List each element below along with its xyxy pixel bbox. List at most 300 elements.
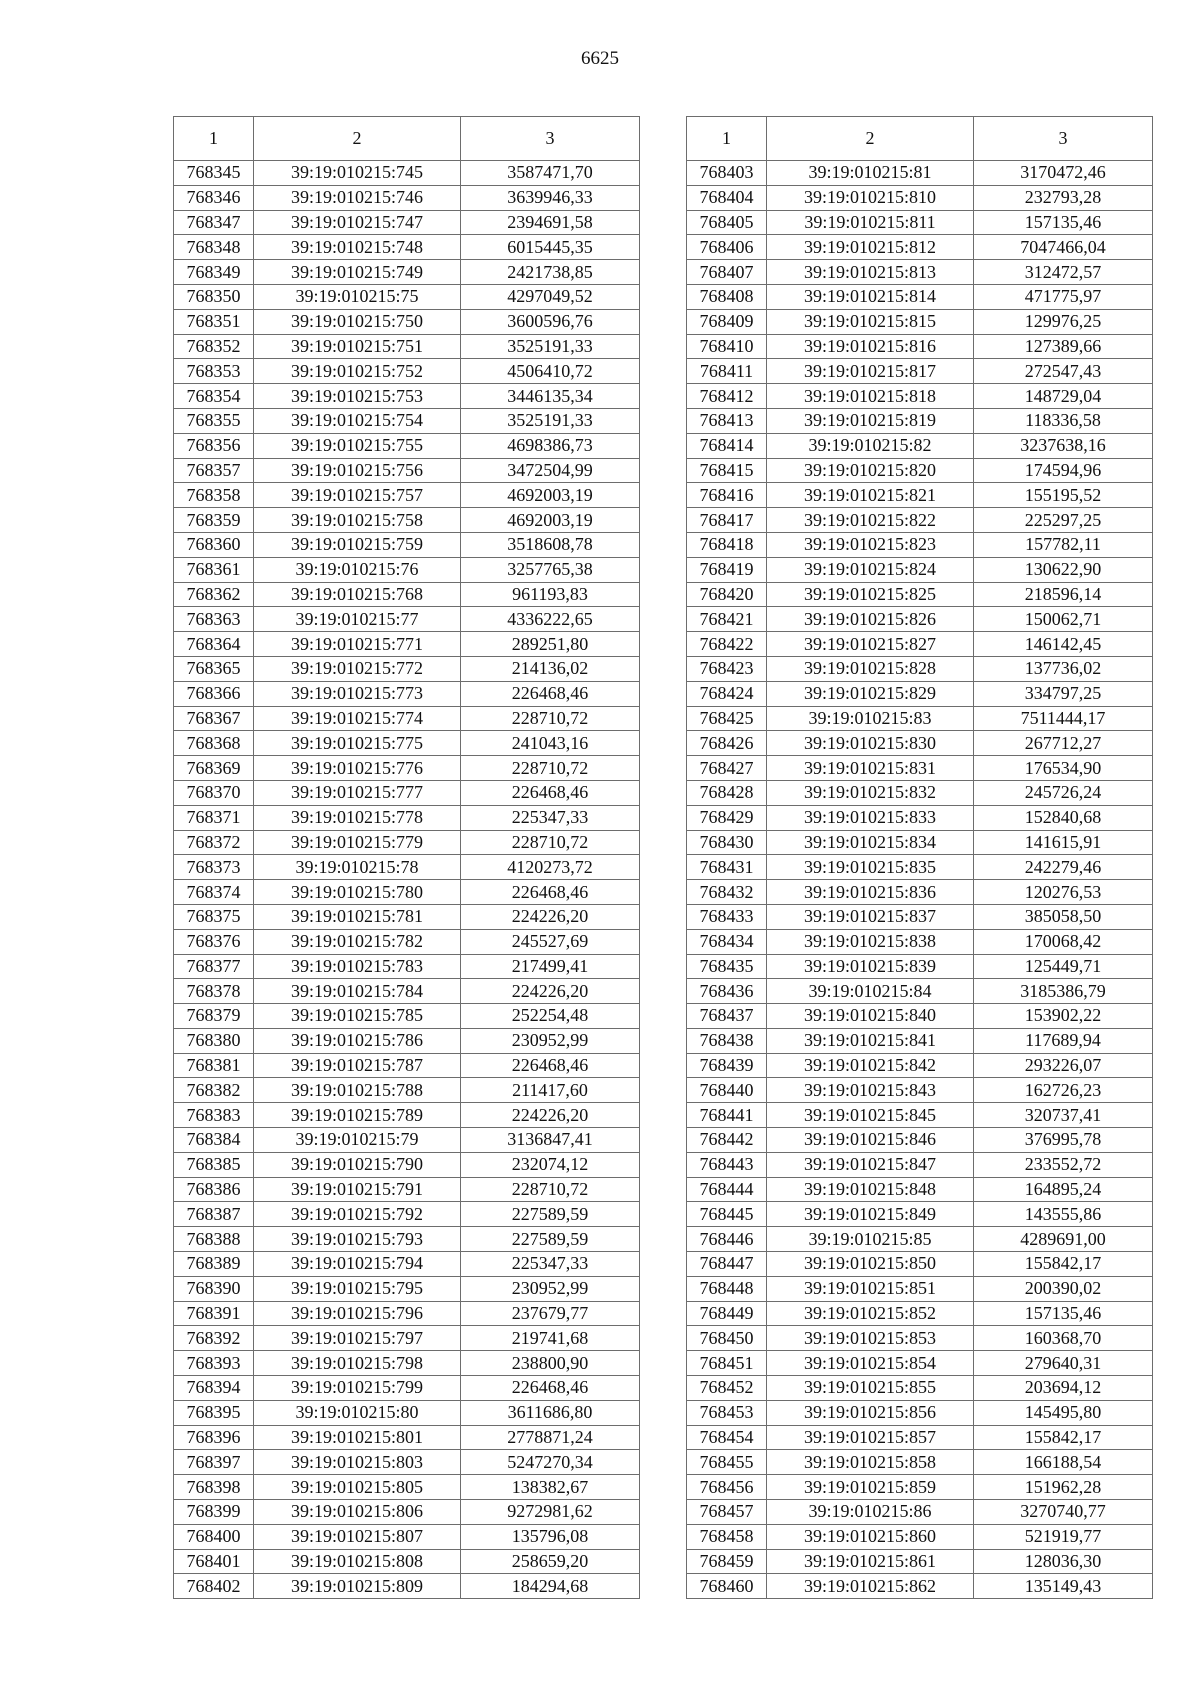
row-number-cell: 768403 xyxy=(687,161,767,186)
column-header-1: 1 xyxy=(174,117,254,161)
cadastral-number-cell: 39:19:010215:832 xyxy=(767,780,974,805)
value-cell: 153902,22 xyxy=(974,1004,1153,1029)
row-number-cell: 768393 xyxy=(174,1351,254,1376)
row-number-cell: 768389 xyxy=(174,1252,254,1277)
value-cell: 3611686,80 xyxy=(461,1400,640,1425)
value-cell: 146142,45 xyxy=(974,632,1153,657)
cadastral-number-cell: 39:19:010215:828 xyxy=(767,656,974,681)
cadastral-number-cell: 39:19:010215:786 xyxy=(254,1028,461,1053)
cadastral-number-cell: 39:19:010215:756 xyxy=(254,458,461,483)
table-row xyxy=(174,706,640,731)
row-number-cell: 768419 xyxy=(687,557,767,582)
table-row xyxy=(174,384,640,409)
value-cell: 217499,41 xyxy=(461,954,640,979)
table-row xyxy=(174,557,640,582)
table-row xyxy=(687,408,1153,433)
cadastral-number-cell: 39:19:010215:842 xyxy=(767,1053,974,1078)
value-cell: 137736,02 xyxy=(974,656,1153,681)
table-row xyxy=(174,235,640,260)
row-number-cell: 768428 xyxy=(687,780,767,805)
value-cell: 230952,99 xyxy=(461,1028,640,1053)
table-row xyxy=(174,1202,640,1227)
row-number-cell: 768364 xyxy=(174,632,254,657)
table-row xyxy=(174,1351,640,1376)
table-row xyxy=(174,1053,640,1078)
column-header-2: 2 xyxy=(767,117,974,161)
cadastral-number-cell: 39:19:010215:824 xyxy=(767,557,974,582)
value-cell: 135796,08 xyxy=(461,1524,640,1549)
table-row xyxy=(687,1227,1153,1252)
cadastral-number-cell: 39:19:010215:747 xyxy=(254,210,461,235)
table-row xyxy=(687,904,1153,929)
table-row xyxy=(174,880,640,905)
value-cell: 238800,90 xyxy=(461,1351,640,1376)
value-cell: 225297,25 xyxy=(974,508,1153,533)
row-number-cell: 768349 xyxy=(174,260,254,285)
value-cell: 176534,90 xyxy=(974,756,1153,781)
row-number-cell: 768413 xyxy=(687,408,767,433)
row-number-cell: 768406 xyxy=(687,235,767,260)
row-number-cell: 768407 xyxy=(687,260,767,285)
cadastral-number-cell: 39:19:010215:815 xyxy=(767,309,974,334)
value-cell: 289251,80 xyxy=(461,632,640,657)
row-number-cell: 768387 xyxy=(174,1202,254,1227)
table-row xyxy=(687,210,1153,235)
cadastral-number-cell: 39:19:010215:818 xyxy=(767,384,974,409)
cadastral-number-cell: 39:19:010215:773 xyxy=(254,681,461,706)
cadastral-number-cell: 39:19:010215:814 xyxy=(767,284,974,309)
table-row xyxy=(687,359,1153,384)
value-cell: 4289691,00 xyxy=(974,1227,1153,1252)
row-number-cell: 768360 xyxy=(174,532,254,557)
table-row xyxy=(174,1450,640,1475)
cadastral-number-cell: 39:19:010215:746 xyxy=(254,185,461,210)
value-cell: 245726,24 xyxy=(974,780,1153,805)
cadastral-number-cell: 39:19:010215:851 xyxy=(767,1276,974,1301)
table-row xyxy=(174,210,640,235)
value-cell: 152840,68 xyxy=(974,805,1153,830)
cadastral-number-cell: 39:19:010215:794 xyxy=(254,1252,461,1277)
row-number-cell: 768351 xyxy=(174,309,254,334)
row-number-cell: 768408 xyxy=(687,284,767,309)
value-cell: 228710,72 xyxy=(461,1177,640,1202)
cadastral-number-cell: 39:19:010215:836 xyxy=(767,880,974,905)
table-row xyxy=(687,1202,1153,1227)
table-row xyxy=(174,1425,640,1450)
row-number-cell: 768350 xyxy=(174,284,254,309)
cadastral-number-cell: 39:19:010215:798 xyxy=(254,1351,461,1376)
value-cell: 241043,16 xyxy=(461,731,640,756)
table-row xyxy=(174,161,640,186)
value-cell: 141615,91 xyxy=(974,830,1153,855)
cadastral-number-cell: 39:19:010215:843 xyxy=(767,1078,974,1103)
table-row xyxy=(174,408,640,433)
cadastral-number-cell: 39:19:010215:772 xyxy=(254,656,461,681)
cadastral-number-cell: 39:19:010215:784 xyxy=(254,979,461,1004)
value-cell: 148729,04 xyxy=(974,384,1153,409)
row-number-cell: 768454 xyxy=(687,1425,767,1450)
table-row xyxy=(174,260,640,285)
table-row xyxy=(687,1450,1153,1475)
cadastral-number-cell: 39:19:010215:748 xyxy=(254,235,461,260)
table-row xyxy=(687,334,1153,359)
cadastral-number-cell: 39:19:010215:826 xyxy=(767,607,974,632)
registry-table-right xyxy=(686,116,1153,1599)
table-row xyxy=(174,309,640,334)
table-header-row xyxy=(174,117,640,161)
cadastral-number-cell: 39:19:010215:825 xyxy=(767,582,974,607)
row-number-cell: 768417 xyxy=(687,508,767,533)
row-number-cell: 768397 xyxy=(174,1450,254,1475)
row-number-cell: 768405 xyxy=(687,210,767,235)
row-number-cell: 768361 xyxy=(174,557,254,582)
table-row xyxy=(687,929,1153,954)
cadastral-number-cell: 39:19:010215:799 xyxy=(254,1376,461,1401)
cadastral-number-cell: 39:19:010215:791 xyxy=(254,1177,461,1202)
value-cell: 224226,20 xyxy=(461,1103,640,1128)
value-cell: 4698386,73 xyxy=(461,433,640,458)
row-number-cell: 768409 xyxy=(687,309,767,334)
row-number-cell: 768386 xyxy=(174,1177,254,1202)
table-row xyxy=(687,1351,1153,1376)
registry-table-left xyxy=(173,116,640,1599)
value-cell: 155842,17 xyxy=(974,1252,1153,1277)
value-cell: 143555,86 xyxy=(974,1202,1153,1227)
row-number-cell: 768426 xyxy=(687,731,767,756)
value-cell: 230952,99 xyxy=(461,1276,640,1301)
cadastral-number-cell: 39:19:010215:837 xyxy=(767,904,974,929)
value-cell: 3237638,16 xyxy=(974,433,1153,458)
row-number-cell: 768376 xyxy=(174,929,254,954)
row-number-cell: 768388 xyxy=(174,1227,254,1252)
row-number-cell: 768414 xyxy=(687,433,767,458)
value-cell: 227589,59 xyxy=(461,1227,640,1252)
value-cell: 226468,46 xyxy=(461,780,640,805)
table-row xyxy=(174,855,640,880)
row-number-cell: 768442 xyxy=(687,1128,767,1153)
value-cell: 237679,77 xyxy=(461,1301,640,1326)
table-row xyxy=(174,805,640,830)
cadastral-number-cell: 39:19:010215:831 xyxy=(767,756,974,781)
table-row xyxy=(687,979,1153,1004)
table-row xyxy=(687,731,1153,756)
value-cell: 961193,83 xyxy=(461,582,640,607)
cadastral-number-cell: 39:19:010215:781 xyxy=(254,904,461,929)
value-cell: 4692003,19 xyxy=(461,483,640,508)
row-number-cell: 768366 xyxy=(174,681,254,706)
table-row xyxy=(687,161,1153,186)
value-cell: 218596,14 xyxy=(974,582,1153,607)
table-row xyxy=(687,1524,1153,1549)
value-cell: 232793,28 xyxy=(974,185,1153,210)
table-row xyxy=(687,1004,1153,1029)
row-number-cell: 768369 xyxy=(174,756,254,781)
cadastral-number-cell: 39:19:010215:785 xyxy=(254,1004,461,1029)
table-row xyxy=(174,1376,640,1401)
cadastral-number-cell: 39:19:010215:848 xyxy=(767,1177,974,1202)
cadastral-number-cell: 39:19:010215:76 xyxy=(254,557,461,582)
row-number-cell: 768354 xyxy=(174,384,254,409)
cadastral-number-cell: 39:19:010215:858 xyxy=(767,1450,974,1475)
table-row xyxy=(687,880,1153,905)
value-cell: 471775,97 xyxy=(974,284,1153,309)
row-number-cell: 768431 xyxy=(687,855,767,880)
value-cell: 157782,11 xyxy=(974,532,1153,557)
cadastral-number-cell: 39:19:010215:755 xyxy=(254,433,461,458)
table-row xyxy=(174,1301,640,1326)
table-row xyxy=(687,532,1153,557)
table-row xyxy=(174,284,640,309)
row-number-cell: 768358 xyxy=(174,483,254,508)
row-number-cell: 768402 xyxy=(174,1574,254,1599)
value-cell: 232074,12 xyxy=(461,1152,640,1177)
cadastral-number-cell: 39:19:010215:751 xyxy=(254,334,461,359)
row-number-cell: 768377 xyxy=(174,954,254,979)
value-cell: 150062,71 xyxy=(974,607,1153,632)
value-cell: 127389,66 xyxy=(974,334,1153,359)
cadastral-number-cell: 39:19:010215:856 xyxy=(767,1400,974,1425)
table-row xyxy=(174,1004,640,1029)
row-number-cell: 768378 xyxy=(174,979,254,1004)
cadastral-number-cell: 39:19:010215:820 xyxy=(767,458,974,483)
cadastral-number-cell: 39:19:010215:853 xyxy=(767,1326,974,1351)
cadastral-number-cell: 39:19:010215:81 xyxy=(767,161,974,186)
value-cell: 3270740,77 xyxy=(974,1500,1153,1525)
row-number-cell: 768427 xyxy=(687,756,767,781)
value-cell: 4692003,19 xyxy=(461,508,640,533)
value-cell: 3170472,46 xyxy=(974,161,1153,186)
table-row xyxy=(174,1475,640,1500)
table-row xyxy=(687,582,1153,607)
cadastral-number-cell: 39:19:010215:77 xyxy=(254,607,461,632)
cadastral-number-cell: 39:19:010215:849 xyxy=(767,1202,974,1227)
row-number-cell: 768401 xyxy=(174,1549,254,1574)
row-number-cell: 768459 xyxy=(687,1549,767,1574)
value-cell: 3518608,78 xyxy=(461,532,640,557)
table-row xyxy=(687,433,1153,458)
value-cell: 3446135,34 xyxy=(461,384,640,409)
cadastral-number-cell: 39:19:010215:857 xyxy=(767,1425,974,1450)
row-number-cell: 768446 xyxy=(687,1227,767,1252)
row-number-cell: 768455 xyxy=(687,1450,767,1475)
value-cell: 7047466,04 xyxy=(974,235,1153,260)
row-number-cell: 768439 xyxy=(687,1053,767,1078)
table-row xyxy=(687,1152,1153,1177)
row-number-cell: 768415 xyxy=(687,458,767,483)
table-row xyxy=(687,607,1153,632)
value-cell: 3185386,79 xyxy=(974,979,1153,1004)
value-cell: 385058,50 xyxy=(974,904,1153,929)
row-number-cell: 768348 xyxy=(174,235,254,260)
value-cell: 155842,17 xyxy=(974,1425,1153,1450)
table-row xyxy=(687,632,1153,657)
value-cell: 5247270,34 xyxy=(461,1450,640,1475)
table-row xyxy=(174,1227,640,1252)
value-cell: 157135,46 xyxy=(974,1301,1153,1326)
table-row xyxy=(687,1103,1153,1128)
row-number-cell: 768392 xyxy=(174,1326,254,1351)
cadastral-number-cell: 39:19:010215:797 xyxy=(254,1326,461,1351)
value-cell: 4120273,72 xyxy=(461,855,640,880)
value-cell: 211417,60 xyxy=(461,1078,640,1103)
row-number-cell: 768373 xyxy=(174,855,254,880)
table-row xyxy=(687,235,1153,260)
cadastral-number-cell: 39:19:010215:816 xyxy=(767,334,974,359)
table-row xyxy=(687,557,1153,582)
table-row xyxy=(174,1078,640,1103)
row-number-cell: 768456 xyxy=(687,1475,767,1500)
row-number-cell: 768452 xyxy=(687,1376,767,1401)
cadastral-number-cell: 39:19:010215:85 xyxy=(767,1227,974,1252)
value-cell: 242279,46 xyxy=(974,855,1153,880)
table-row xyxy=(687,706,1153,731)
value-cell: 9272981,62 xyxy=(461,1500,640,1525)
cadastral-number-cell: 39:19:010215:839 xyxy=(767,954,974,979)
table-row xyxy=(174,1400,640,1425)
cadastral-number-cell: 39:19:010215:780 xyxy=(254,880,461,905)
table-row xyxy=(687,756,1153,781)
row-number-cell: 768420 xyxy=(687,582,767,607)
row-number-cell: 768368 xyxy=(174,731,254,756)
cadastral-number-cell: 39:19:010215:829 xyxy=(767,681,974,706)
value-cell: 226468,46 xyxy=(461,681,640,706)
value-cell: 4297049,52 xyxy=(461,284,640,309)
cadastral-number-cell: 39:19:010215:817 xyxy=(767,359,974,384)
value-cell: 225347,33 xyxy=(461,1252,640,1277)
table-row xyxy=(687,1425,1153,1450)
table-row xyxy=(687,1376,1153,1401)
cadastral-number-cell: 39:19:010215:833 xyxy=(767,805,974,830)
table-row xyxy=(174,1177,640,1202)
table-row xyxy=(174,1549,640,1574)
value-cell: 320737,41 xyxy=(974,1103,1153,1128)
cadastral-number-cell: 39:19:010215:796 xyxy=(254,1301,461,1326)
value-cell: 200390,02 xyxy=(974,1276,1153,1301)
cadastral-number-cell: 39:19:010215:801 xyxy=(254,1425,461,1450)
value-cell: 3525191,33 xyxy=(461,408,640,433)
table-row xyxy=(174,656,640,681)
cadastral-number-cell: 39:19:010215:745 xyxy=(254,161,461,186)
value-cell: 174594,96 xyxy=(974,458,1153,483)
row-number-cell: 768412 xyxy=(687,384,767,409)
cadastral-number-cell: 39:19:010215:859 xyxy=(767,1475,974,1500)
row-number-cell: 768440 xyxy=(687,1078,767,1103)
table-row xyxy=(174,1574,640,1599)
value-cell: 228710,72 xyxy=(461,706,640,731)
row-number-cell: 768410 xyxy=(687,334,767,359)
cadastral-number-cell: 39:19:010215:840 xyxy=(767,1004,974,1029)
row-number-cell: 768352 xyxy=(174,334,254,359)
table-row xyxy=(174,979,640,1004)
row-number-cell: 768458 xyxy=(687,1524,767,1549)
cadastral-number-cell: 39:19:010215:788 xyxy=(254,1078,461,1103)
row-number-cell: 768383 xyxy=(174,1103,254,1128)
table-row xyxy=(687,284,1153,309)
value-cell: 226468,46 xyxy=(461,1053,640,1078)
table-row xyxy=(687,1326,1153,1351)
value-cell: 272547,43 xyxy=(974,359,1153,384)
cadastral-number-cell: 39:19:010215:75 xyxy=(254,284,461,309)
row-number-cell: 768425 xyxy=(687,706,767,731)
cadastral-number-cell: 39:19:010215:795 xyxy=(254,1276,461,1301)
value-cell: 226468,46 xyxy=(461,1376,640,1401)
row-number-cell: 768365 xyxy=(174,656,254,681)
table-row xyxy=(687,458,1153,483)
cadastral-number-cell: 39:19:010215:860 xyxy=(767,1524,974,1549)
value-cell: 2778871,24 xyxy=(461,1425,640,1450)
row-number-cell: 768353 xyxy=(174,359,254,384)
cadastral-number-cell: 39:19:010215:808 xyxy=(254,1549,461,1574)
value-cell: 3525191,33 xyxy=(461,334,640,359)
table-row xyxy=(687,1028,1153,1053)
table-row xyxy=(687,1177,1153,1202)
cadastral-number-cell: 39:19:010215:771 xyxy=(254,632,461,657)
row-number-cell: 768359 xyxy=(174,508,254,533)
table-row xyxy=(174,681,640,706)
cadastral-number-cell: 39:19:010215:803 xyxy=(254,1450,461,1475)
table-row xyxy=(687,260,1153,285)
table-row xyxy=(174,632,640,657)
table-row xyxy=(687,185,1153,210)
cadastral-number-cell: 39:19:010215:852 xyxy=(767,1301,974,1326)
cadastral-number-cell: 39:19:010215:850 xyxy=(767,1252,974,1277)
table-row xyxy=(687,805,1153,830)
row-number-cell: 768394 xyxy=(174,1376,254,1401)
cadastral-number-cell: 39:19:010215:789 xyxy=(254,1103,461,1128)
cadastral-number-cell: 39:19:010215:754 xyxy=(254,408,461,433)
value-cell: 245527,69 xyxy=(461,929,640,954)
value-cell: 312472,57 xyxy=(974,260,1153,285)
table-row xyxy=(687,1400,1153,1425)
table-row xyxy=(174,1028,640,1053)
row-number-cell: 768424 xyxy=(687,681,767,706)
cadastral-number-cell: 39:19:010215:750 xyxy=(254,309,461,334)
row-number-cell: 768422 xyxy=(687,632,767,657)
row-number-cell: 768375 xyxy=(174,904,254,929)
row-number-cell: 768453 xyxy=(687,1400,767,1425)
column-header-2: 2 xyxy=(254,117,461,161)
row-number-cell: 768363 xyxy=(174,607,254,632)
cadastral-number-cell: 39:19:010215:787 xyxy=(254,1053,461,1078)
value-cell: 155195,52 xyxy=(974,483,1153,508)
value-cell: 128036,30 xyxy=(974,1549,1153,1574)
table-row xyxy=(174,508,640,533)
row-number-cell: 768356 xyxy=(174,433,254,458)
table-row xyxy=(174,582,640,607)
table-row xyxy=(687,1252,1153,1277)
value-cell: 293226,07 xyxy=(974,1053,1153,1078)
table-row xyxy=(687,1276,1153,1301)
row-number-cell: 768460 xyxy=(687,1574,767,1599)
row-number-cell: 768370 xyxy=(174,780,254,805)
row-number-cell: 768396 xyxy=(174,1425,254,1450)
row-number-cell: 768382 xyxy=(174,1078,254,1103)
table-row xyxy=(687,1574,1153,1599)
cadastral-number-cell: 39:19:010215:834 xyxy=(767,830,974,855)
table-row xyxy=(174,458,640,483)
table-row xyxy=(174,904,640,929)
cadastral-number-cell: 39:19:010215:768 xyxy=(254,582,461,607)
cadastral-number-cell: 39:19:010215:790 xyxy=(254,1152,461,1177)
row-number-cell: 768435 xyxy=(687,954,767,979)
row-number-cell: 768411 xyxy=(687,359,767,384)
table-row xyxy=(687,483,1153,508)
cadastral-number-cell: 39:19:010215:83 xyxy=(767,706,974,731)
cadastral-number-cell: 39:19:010215:812 xyxy=(767,235,974,260)
value-cell: 521919,77 xyxy=(974,1524,1153,1549)
cadastral-number-cell: 39:19:010215:807 xyxy=(254,1524,461,1549)
value-cell: 125449,71 xyxy=(974,954,1153,979)
